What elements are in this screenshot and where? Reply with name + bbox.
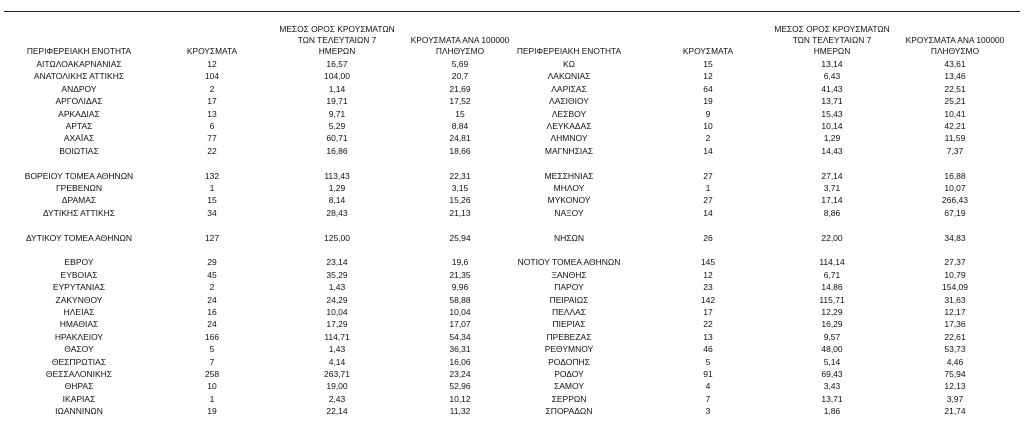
left-region-cell: ΗΡΑΚΛΕΙΟΥ bbox=[54, 331, 104, 342]
right-cases-cell: 4 bbox=[705, 381, 711, 392]
left-cases-cell: 45 bbox=[207, 269, 217, 280]
left-avg7-cell: 19,71 bbox=[326, 96, 348, 107]
left-cases-cell: 1 bbox=[209, 393, 215, 404]
right-cases-cell: 145 bbox=[700, 257, 716, 268]
left-cases-cell: 127 bbox=[204, 232, 220, 243]
left-cases-cell: 1 bbox=[209, 183, 215, 193]
left-avg7-cell: 60,71 bbox=[326, 133, 348, 144]
right-cases-cell: 14 bbox=[703, 145, 713, 156]
left-cases-cell: 24 bbox=[207, 319, 217, 330]
right-region-cell: ΛΕΥΚΑΔΑΣ bbox=[546, 121, 592, 131]
right-per100k-cell: 7,37 bbox=[946, 145, 964, 156]
right-per100k-cell: 10,41 bbox=[944, 108, 966, 119]
left-region-cell: ΒΟΡΕΙΟΥ ΤΟΜΕΑ ΑΘΗΝΩΝ bbox=[24, 170, 134, 181]
left-per100k-cell: 9,96 bbox=[451, 282, 469, 293]
right-region-cell: ΜΥΚΟΝΟΥ bbox=[547, 195, 591, 206]
right-region-cell: ΝΟΤΙΟΥ ΤΟΜΕΑ ΑΘΗΝΩΝ bbox=[517, 257, 621, 268]
left-per100k-cell: 20,7 bbox=[451, 71, 469, 82]
right-region-cell: ΠΡΕΒΕΖΑΣ bbox=[546, 331, 592, 342]
header-avg7-left: ΜΕΣΟΣ ΟΡΟΣ ΚΡΟΥΣΜΑΤΩΝ ΤΩΝ ΤΕΛΕΥΤΑΙΩΝ 7 ΗΜΕΡΩΝ bbox=[279, 24, 395, 56]
right-avg7-cell: 114,14 bbox=[819, 257, 845, 268]
right-cases-cell: 26 bbox=[703, 232, 713, 243]
right-avg7-cell: 16,29 bbox=[821, 319, 843, 330]
left-per100k-cell: 10,04 bbox=[449, 307, 471, 317]
left-avg7-cell: 1,43 bbox=[328, 282, 346, 293]
right-per100k-cell: 34,83 bbox=[944, 232, 966, 243]
right-region-cell: ΛΕΣΒΟΥ bbox=[551, 108, 587, 119]
left-avg7-cell: 1,29 bbox=[328, 183, 346, 193]
right-cases-cell: 14 bbox=[703, 207, 713, 218]
right-avg7-cell: 17,14 bbox=[821, 195, 843, 206]
right-per100k-cell: 22,61 bbox=[944, 331, 966, 342]
right-cases-cell: 2 bbox=[705, 133, 711, 144]
right-avg7-cell: 13,71 bbox=[821, 96, 843, 107]
left-cases-cell: 13 bbox=[207, 108, 217, 119]
left-per100k-cell: 22,31 bbox=[449, 170, 471, 181]
right-avg7-cell: 69,43 bbox=[821, 369, 843, 379]
left-region-cell: ΔΥΤΙΚΗΣ ΑΤΤΙΚΗΣ bbox=[42, 207, 116, 218]
right-cases-cell: 27 bbox=[703, 170, 713, 181]
right-avg7-cell: 9,57 bbox=[823, 331, 841, 342]
right-per100k-cell: 22,51 bbox=[944, 83, 966, 94]
left-per100k-cell: 16,06 bbox=[449, 356, 471, 367]
left-per100k-cell: 10,12 bbox=[449, 393, 471, 404]
right-avg7-cell: 14,86 bbox=[821, 282, 843, 293]
right-cases-cell: 9 bbox=[705, 108, 711, 119]
left-cases-cell: 77 bbox=[207, 133, 217, 144]
right-region-cell: ΛΑΡΙΣΑΣ bbox=[551, 83, 587, 94]
left-per100k-cell: 25,94 bbox=[449, 232, 471, 243]
left-region-cell: ΘΑΣΟΥ bbox=[64, 344, 94, 355]
left-per100k-cell: 58,88 bbox=[449, 294, 471, 305]
left-region-cell: ΕΒΡΟΥ bbox=[64, 257, 94, 268]
left-region-cell: ΓΡΕΒΕΝΩΝ bbox=[56, 183, 102, 193]
left-per100k-cell: 21,35 bbox=[449, 269, 471, 280]
left-avg7-cell: 1,43 bbox=[328, 344, 346, 355]
left-per100k-cell: 11,32 bbox=[449, 406, 471, 417]
left-avg7-cell: 19,00 bbox=[326, 381, 348, 392]
right-per100k-cell: 10,07 bbox=[944, 183, 966, 193]
left-region-cell: ΑΡΓΟΛΙΔΑΣ bbox=[55, 96, 103, 107]
right-cases-cell: 5 bbox=[705, 356, 711, 367]
right-avg7-cell: 22,00 bbox=[821, 232, 843, 243]
left-per100k-cell: 5,69 bbox=[451, 59, 469, 69]
right-region-cell: ΛΑΚΩΝΙΑΣ bbox=[547, 71, 591, 82]
right-per100k-cell: 53,73 bbox=[944, 344, 966, 355]
right-per100k-cell: 12,13 bbox=[944, 381, 966, 392]
right-avg7-cell: 48,00 bbox=[821, 344, 843, 355]
right-region-cell: ΝΑΞΟΥ bbox=[554, 207, 584, 218]
left-avg7-cell: 114,71 bbox=[324, 331, 350, 342]
right-per100k-cell: 75,94 bbox=[944, 369, 966, 379]
right-cases-cell: 10 bbox=[703, 121, 713, 131]
right-avg7-cell: 12,29 bbox=[821, 307, 843, 317]
left-per100k-cell: 54,34 bbox=[449, 331, 471, 342]
left-avg7-cell: 28,43 bbox=[326, 207, 348, 218]
left-region-cell: ΘΗΡΑΣ bbox=[64, 381, 94, 392]
right-per100k-cell: 154,09 bbox=[942, 282, 968, 293]
left-region-cell: ΑΡΤΑΣ bbox=[65, 121, 93, 131]
left-per100k-cell: 52,96 bbox=[449, 381, 471, 392]
left-region-cell: ΕΥΒΟΙΑΣ bbox=[60, 269, 98, 280]
header-avg7-right: ΜΕΣΟΣ ΟΡΟΣ ΚΡΟΥΣΜΑΤΩΝ ΤΩΝ ΤΕΛΕΥΤΑΙΩΝ 7 ΗΜΕΡΩΝ bbox=[774, 24, 890, 56]
right-avg7-cell: 15,43 bbox=[821, 108, 843, 119]
left-avg7-cell: 5,29 bbox=[328, 121, 346, 131]
left-region-cell: ΙΚΑΡΙΑΣ bbox=[62, 393, 96, 404]
left-per100k-cell: 18,66 bbox=[449, 145, 471, 156]
left-cases-cell: 17 bbox=[207, 96, 217, 107]
left-per100k-cell: 17,52 bbox=[449, 96, 471, 107]
right-cases-cell: 17 bbox=[703, 307, 713, 317]
left-avg7-cell: 1,14 bbox=[328, 83, 346, 94]
left-cases-cell: 6 bbox=[209, 121, 215, 131]
right-region-cell: ΡΟΔΟΥ bbox=[554, 369, 584, 379]
right-cases-cell: 7 bbox=[705, 393, 711, 404]
left-per100k-cell: 17,07 bbox=[449, 319, 471, 330]
left-avg7-cell: 10,04 bbox=[326, 307, 348, 317]
left-avg7-cell: 16,57 bbox=[326, 59, 348, 69]
right-cases-cell: 46 bbox=[703, 344, 713, 355]
right-per100k-cell: 25,21 bbox=[944, 96, 966, 107]
left-avg7-cell: 113,43 bbox=[324, 170, 350, 181]
right-region-cell: ΚΩ bbox=[562, 59, 576, 69]
left-avg7-cell: 16,86 bbox=[326, 145, 348, 156]
right-avg7-cell: 13,71 bbox=[821, 393, 843, 404]
left-region-cell: ΔΡΑΜΑΣ bbox=[61, 195, 97, 206]
left-avg7-cell: 8,14 bbox=[328, 195, 346, 206]
right-per100k-cell: 11,59 bbox=[944, 133, 966, 144]
left-avg7-cell: 23,14 bbox=[326, 257, 348, 268]
left-region-cell: ΑΡΚΑΔΙΑΣ bbox=[58, 108, 100, 119]
left-avg7-cell: 9,71 bbox=[328, 108, 346, 119]
left-avg7-cell: 2,43 bbox=[328, 393, 346, 404]
header-per100k-right: ΚΡΟΥΣΜΑΤΑ ΑΝΑ 100000 ΠΛΗΘΥΣΜΟ bbox=[905, 35, 1005, 56]
right-cases-cell: 12 bbox=[703, 71, 713, 82]
right-per100k-cell: 27,37 bbox=[944, 257, 966, 268]
right-per100k-cell: 12,17 bbox=[944, 307, 966, 317]
left-cases-cell: 16 bbox=[207, 307, 217, 317]
right-per100k-cell: 266,43 bbox=[942, 195, 968, 206]
right-per100k-cell: 17,36 bbox=[944, 319, 966, 330]
left-cases-cell: 2 bbox=[209, 282, 215, 293]
left-region-cell: ΘΕΣΠΡΩΤΙΑΣ bbox=[51, 356, 107, 367]
right-avg7-cell: 14,43 bbox=[821, 145, 843, 156]
right-region-cell: ΠΕΙΡΑΙΩΣ bbox=[549, 294, 589, 305]
right-per100k-cell: 21,74 bbox=[944, 406, 966, 417]
top-rule bbox=[4, 11, 1020, 12]
right-per100k-cell: 31,63 bbox=[944, 294, 966, 305]
left-cases-cell: 19 bbox=[207, 406, 217, 417]
right-region-cell: ΣΑΜΟΥ bbox=[553, 381, 584, 392]
right-region-cell: ΛΗΜΝΟΥ bbox=[550, 133, 588, 144]
left-region-cell: ΑΝΑΤΟΛΙΚΗΣ ΑΤΤΙΚΗΣ bbox=[33, 71, 125, 82]
left-cases-cell: 15 bbox=[207, 195, 217, 206]
left-cases-cell: 166 bbox=[204, 331, 220, 342]
right-avg7-cell: 3,71 bbox=[823, 183, 841, 193]
right-region-cell: ΜΑΓΝΗΣΙΑΣ bbox=[544, 145, 594, 156]
header-cases-left: ΚΡΟΥΣΜΑΤΑ bbox=[186, 46, 238, 56]
left-per100k-cell: 21,13 bbox=[449, 207, 471, 218]
left-avg7-cell: 125,00 bbox=[324, 232, 350, 243]
right-region-cell: ΛΑΣΙΘΙΟΥ bbox=[549, 96, 589, 107]
right-per100k-cell: 3,97 bbox=[946, 393, 964, 404]
left-per100k-cell: 3,15 bbox=[451, 183, 469, 193]
right-cases-cell: 15 bbox=[703, 59, 713, 69]
left-avg7-cell: 17,29 bbox=[326, 319, 348, 330]
left-avg7-cell: 24,29 bbox=[326, 294, 348, 305]
right-cases-cell: 12 bbox=[703, 269, 713, 280]
left-cases-cell: 258 bbox=[204, 369, 220, 379]
right-region-cell: ΜΗΛΟΥ bbox=[553, 183, 585, 193]
left-cases-cell: 10 bbox=[207, 381, 217, 392]
right-avg7-cell: 115,71 bbox=[819, 294, 845, 305]
right-avg7-cell: 1,86 bbox=[823, 406, 841, 417]
right-cases-cell: 1 bbox=[705, 183, 711, 193]
right-per100k-cell: 42,21 bbox=[944, 121, 966, 131]
header-region-right: ΠΕΡΙΦΕΡΕΙΑΚΗ ΕΝΟΤΗΤΑ bbox=[516, 46, 622, 56]
right-avg7-cell: 13,14 bbox=[821, 59, 843, 69]
left-avg7-cell: 104,00 bbox=[324, 71, 350, 82]
left-per100k-cell: 8,84 bbox=[451, 121, 469, 131]
left-avg7-cell: 263,71 bbox=[324, 369, 350, 379]
right-cases-cell: 27 bbox=[703, 195, 713, 206]
left-cases-cell: 7 bbox=[209, 356, 215, 367]
left-region-cell: ΑΧΑΪΑΣ bbox=[63, 133, 95, 144]
right-avg7-cell: 5,14 bbox=[823, 356, 841, 367]
right-cases-cell: 3 bbox=[705, 406, 711, 417]
left-cases-cell: 2 bbox=[209, 83, 215, 94]
left-region-cell: ΗΛΕΙΑΣ bbox=[63, 307, 95, 317]
left-region-cell: ΑΝΔΡΟΥ bbox=[61, 83, 97, 94]
left-region-cell: ΖΑΚΥΝΘΟΥ bbox=[55, 294, 103, 305]
left-region-cell: ΒΟΙΩΤΙΑΣ bbox=[59, 145, 99, 156]
right-avg7-cell: 3,43 bbox=[823, 381, 841, 392]
right-region-cell: ΜΕΣΣΗΝΙΑΣ bbox=[544, 170, 594, 181]
left-region-cell: ΑΙΤΩΛΟΑΚΑΡΝΑΝΙΑΣ bbox=[36, 59, 122, 69]
left-per100k-cell: 21,69 bbox=[449, 83, 471, 94]
left-per100k-cell: 15 bbox=[455, 108, 465, 119]
left-region-cell: ΘΕΣΣΑΛΟΝΙΚΗΣ bbox=[45, 369, 113, 379]
right-per100k-cell: 16,88 bbox=[944, 170, 966, 181]
header-cases-right: ΚΡΟΥΣΜΑΤΑ bbox=[682, 46, 734, 56]
left-cases-cell: 104 bbox=[204, 71, 220, 82]
right-region-cell: ΣΕΡΡΩΝ bbox=[551, 393, 587, 404]
left-cases-cell: 24 bbox=[207, 294, 217, 305]
left-per100k-cell: 19,6 bbox=[451, 257, 469, 268]
left-avg7-cell: 35,29 bbox=[326, 269, 348, 280]
right-cases-cell: 23 bbox=[703, 282, 713, 293]
right-region-cell: ΞΑΝΘΗΣ bbox=[551, 269, 587, 280]
right-per100k-cell: 4,46 bbox=[946, 356, 964, 367]
left-region-cell: ΔΥΤΙΚΟΥ ΤΟΜΕΑ ΑΘΗΝΩΝ bbox=[25, 232, 133, 243]
right-avg7-cell: 27,14 bbox=[821, 170, 843, 181]
right-avg7-cell: 8,86 bbox=[823, 207, 841, 218]
left-cases-cell: 34 bbox=[207, 207, 217, 218]
right-per100k-cell: 13,46 bbox=[944, 71, 966, 82]
right-cases-cell: 142 bbox=[700, 294, 716, 305]
left-per100k-cell: 23,24 bbox=[449, 369, 471, 379]
right-region-cell: ΝΗΣΩΝ bbox=[553, 232, 585, 243]
right-cases-cell: 19 bbox=[703, 96, 713, 107]
right-per100k-cell: 43,61 bbox=[944, 59, 966, 69]
header-region-left: ΠΕΡΙΦΕΡΕΙΑΚΗ ΕΝΟΤΗΤΑ bbox=[26, 46, 132, 56]
left-avg7-cell: 22,14 bbox=[326, 406, 348, 417]
right-avg7-cell: 6,43 bbox=[823, 71, 841, 82]
right-per100k-cell: 10,79 bbox=[944, 269, 966, 280]
right-cases-cell: 13 bbox=[703, 331, 713, 342]
right-region-cell: ΠΑΡΟΥ bbox=[554, 282, 584, 293]
left-per100k-cell: 24,81 bbox=[449, 133, 471, 144]
right-region-cell: ΡΟΔΟΠΗΣ bbox=[548, 356, 590, 367]
left-per100k-cell: 15,26 bbox=[449, 195, 471, 206]
left-region-cell: ΕΥΡΥΤΑΝΙΑΣ bbox=[52, 282, 106, 293]
left-avg7-cell: 4,14 bbox=[328, 356, 346, 367]
right-region-cell: ΠΕΛΛΑΣ bbox=[551, 307, 587, 317]
left-cases-cell: 132 bbox=[204, 170, 220, 181]
left-region-cell: ΗΜΑΘΙΑΣ bbox=[59, 319, 99, 330]
right-avg7-cell: 41,43 bbox=[821, 83, 843, 94]
left-region-cell: ΙΩΑΝΝΙΝΩΝ bbox=[55, 406, 103, 417]
left-cases-cell: 22 bbox=[207, 145, 217, 156]
left-cases-cell: 12 bbox=[207, 59, 217, 69]
right-region-cell: ΡΕΘΥΜΝΟΥ bbox=[544, 344, 594, 355]
right-avg7-cell: 6,71 bbox=[823, 269, 841, 280]
right-avg7-cell: 10,14 bbox=[821, 121, 843, 131]
right-per100k-cell: 67,19 bbox=[944, 207, 966, 218]
right-cases-cell: 22 bbox=[703, 319, 713, 330]
right-region-cell: ΠΙΕΡΙΑΣ bbox=[552, 319, 586, 330]
left-per100k-cell: 36,31 bbox=[449, 344, 471, 355]
header-per100k-left: ΚΡΟΥΣΜΑΤΑ ΑΝΑ 100000 ΠΛΗΘΥΣΜΟ bbox=[410, 35, 510, 56]
left-cases-cell: 5 bbox=[209, 344, 215, 355]
right-region-cell: ΣΠΟΡΑΔΩΝ bbox=[545, 406, 593, 417]
right-cases-cell: 64 bbox=[703, 83, 713, 94]
right-avg7-cell: 1,29 bbox=[823, 133, 841, 144]
right-cases-cell: 91 bbox=[703, 369, 713, 379]
left-cases-cell: 29 bbox=[207, 257, 217, 268]
